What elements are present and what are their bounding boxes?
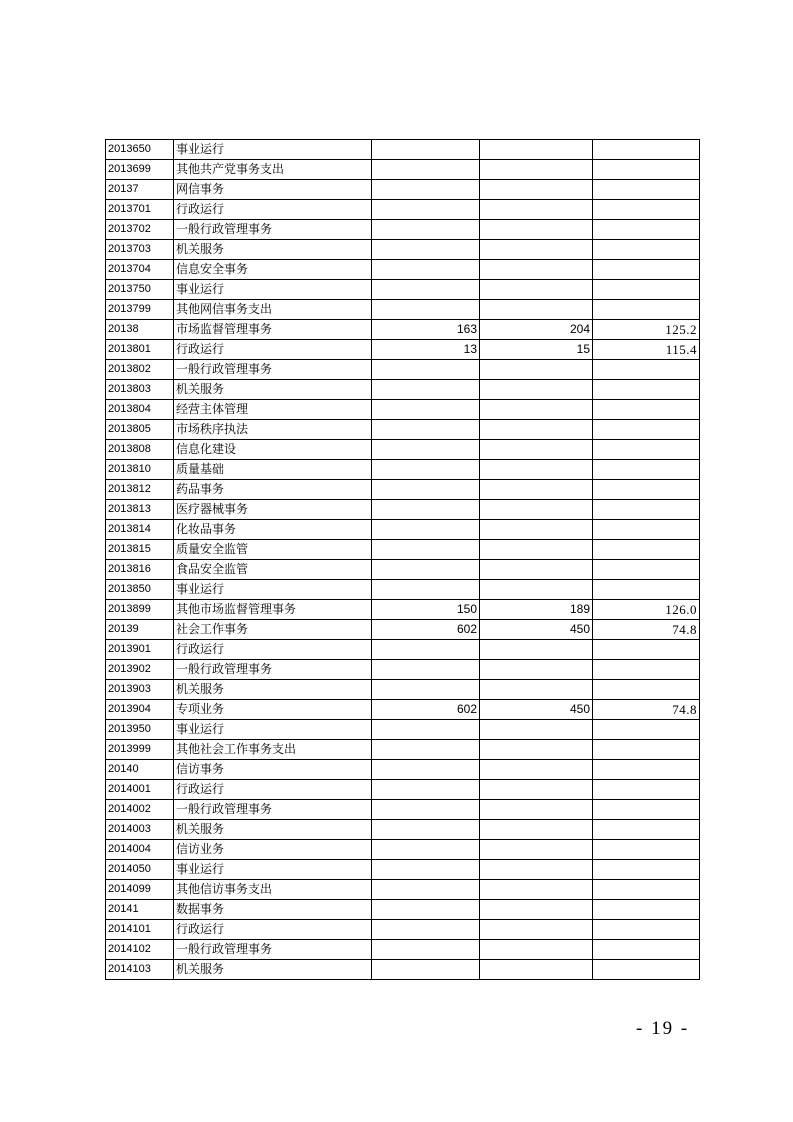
value-col-2-cell <box>480 780 593 800</box>
subject-name-cell: 其他共产党事务支出 <box>174 160 372 180</box>
table-row <box>106 320 700 340</box>
subject-code-cell: 2013901 <box>106 640 174 660</box>
value-col-1-cell <box>372 300 480 320</box>
table-row <box>106 660 700 680</box>
table-row <box>106 780 700 800</box>
value-col-1-cell <box>372 440 480 460</box>
subject-name-cell: 机关服务 <box>174 960 372 980</box>
subject-name-cell: 信息安全事务 <box>174 260 372 280</box>
table-row <box>106 480 700 500</box>
value-col-2-cell <box>480 720 593 740</box>
table-row <box>106 380 700 400</box>
value-col-3-cell <box>593 720 700 740</box>
value-col-3-cell <box>593 740 700 760</box>
value-col-3-cell <box>593 860 700 880</box>
subject-code-cell: 2013810 <box>106 460 174 480</box>
subject-name-cell: 经营主体管理 <box>174 400 372 420</box>
value-col-1-cell: 602 <box>372 620 480 640</box>
subject-name-cell: 食品安全监管 <box>174 560 372 580</box>
value-col-2-cell <box>480 380 593 400</box>
value-col-1-cell <box>372 760 480 780</box>
value-col-2-cell <box>480 580 593 600</box>
value-col-1-cell <box>372 380 480 400</box>
value-col-3-cell: 126.0 <box>593 600 700 620</box>
subject-code-cell: 2013799 <box>106 300 174 320</box>
subject-name-cell: 数据事务 <box>174 900 372 920</box>
subject-name-cell: 一般行政管理事务 <box>174 360 372 380</box>
subject-name-cell: 事业运行 <box>174 860 372 880</box>
value-col-1-cell <box>372 420 480 440</box>
table-row <box>106 300 700 320</box>
subject-name-cell: 药品事务 <box>174 480 372 500</box>
value-col-1-cell <box>372 140 480 160</box>
value-col-3-cell <box>593 920 700 940</box>
subject-code-cell: 20139 <box>106 620 174 640</box>
value-col-3-cell <box>593 460 700 480</box>
value-col-3-cell <box>593 780 700 800</box>
table-row <box>106 760 700 780</box>
value-col-1-cell <box>372 260 480 280</box>
value-col-3-cell <box>593 360 700 380</box>
value-col-1-cell <box>372 880 480 900</box>
value-col-2-cell <box>480 260 593 280</box>
subject-name-cell: 市场秩序执法 <box>174 420 372 440</box>
value-col-2-cell <box>480 400 593 420</box>
value-col-2-cell <box>480 820 593 840</box>
subject-code-cell: 2014001 <box>106 780 174 800</box>
subject-code-cell: 2013803 <box>106 380 174 400</box>
value-col-1-cell <box>372 640 480 660</box>
subject-code-cell: 2014002 <box>106 800 174 820</box>
subject-code-cell: 2013815 <box>106 540 174 560</box>
subject-code-cell: 2013903 <box>106 680 174 700</box>
subject-name-cell: 质量安全监管 <box>174 540 372 560</box>
subject-name-cell: 其他信访事务支出 <box>174 880 372 900</box>
table-row <box>106 700 700 720</box>
subject-name-cell: 机关服务 <box>174 240 372 260</box>
subject-code-cell: 2013812 <box>106 480 174 500</box>
table-row <box>106 960 700 980</box>
subject-name-cell: 一般行政管理事务 <box>174 800 372 820</box>
subject-code-cell: 2013808 <box>106 440 174 460</box>
value-col-3-cell <box>593 480 700 500</box>
subject-name-cell: 事业运行 <box>174 280 372 300</box>
table-row <box>106 200 700 220</box>
value-col-3-cell <box>593 580 700 600</box>
subject-name-cell: 质量基础 <box>174 460 372 480</box>
subject-name-cell: 其他社会工作事务支出 <box>174 740 372 760</box>
value-col-3-cell <box>593 660 700 680</box>
value-col-2-cell <box>480 520 593 540</box>
table-row <box>106 440 700 460</box>
value-col-1-cell <box>372 800 480 820</box>
table-row <box>106 280 700 300</box>
value-col-2-cell <box>480 540 593 560</box>
subject-name-cell: 市场监督管理事务 <box>174 320 372 340</box>
value-col-2-cell <box>480 680 593 700</box>
value-col-3-cell <box>593 680 700 700</box>
value-col-3-cell <box>593 200 700 220</box>
subject-code-cell: 2013703 <box>106 240 174 260</box>
value-col-3-cell <box>593 220 700 240</box>
subject-code-cell: 20137 <box>106 180 174 200</box>
subject-name-cell: 化妆品事务 <box>174 520 372 540</box>
value-col-1-cell <box>372 280 480 300</box>
subject-name-cell: 一般行政管理事务 <box>174 940 372 960</box>
subject-code-cell: 2013899 <box>106 600 174 620</box>
value-col-1-cell <box>372 900 480 920</box>
value-col-3-cell: 125.2 <box>593 320 700 340</box>
value-col-3-cell <box>593 540 700 560</box>
subject-name-cell: 机关服务 <box>174 820 372 840</box>
subject-code-cell: 2013801 <box>106 340 174 360</box>
value-col-3-cell <box>593 760 700 780</box>
subject-name-cell: 其他市场监督管理事务 <box>174 600 372 620</box>
value-col-2-cell <box>480 220 593 240</box>
value-col-1-cell <box>372 200 480 220</box>
subject-code-cell: 20140 <box>106 760 174 780</box>
value-col-2-cell <box>480 500 593 520</box>
subject-name-cell: 一般行政管理事务 <box>174 220 372 240</box>
subject-code-cell: 2014103 <box>106 960 174 980</box>
value-col-2-cell <box>480 460 593 480</box>
table-row <box>106 140 700 160</box>
table-row <box>106 520 700 540</box>
value-col-2-cell <box>480 640 593 660</box>
value-col-3-cell <box>593 960 700 980</box>
subject-name-cell: 机关服务 <box>174 680 372 700</box>
table-row <box>106 460 700 480</box>
value-col-1-cell <box>372 680 480 700</box>
subject-code-cell: 2013804 <box>106 400 174 420</box>
subject-code-cell: 2013805 <box>106 420 174 440</box>
value-col-2-cell <box>480 740 593 760</box>
subject-name-cell: 事业运行 <box>174 140 372 160</box>
value-col-3-cell: 74.8 <box>593 700 700 720</box>
subject-code-cell: 2014004 <box>106 840 174 860</box>
table-row <box>106 880 700 900</box>
table-row <box>106 580 700 600</box>
table-row <box>106 940 700 960</box>
subject-name-cell: 行政运行 <box>174 200 372 220</box>
subject-code-cell: 2014099 <box>106 880 174 900</box>
table-row <box>106 420 700 440</box>
value-col-3-cell <box>593 560 700 580</box>
value-col-3-cell: 115.4 <box>593 340 700 360</box>
value-col-1-cell: 602 <box>372 700 480 720</box>
value-col-1-cell <box>372 500 480 520</box>
value-col-3-cell <box>593 880 700 900</box>
value-col-2-cell <box>480 420 593 440</box>
value-col-1-cell <box>372 540 480 560</box>
value-col-3-cell <box>593 440 700 460</box>
value-col-3-cell <box>593 280 700 300</box>
value-col-1-cell <box>372 180 480 200</box>
value-col-2-cell <box>480 840 593 860</box>
table-row <box>106 900 700 920</box>
subject-name-cell: 信访事务 <box>174 760 372 780</box>
value-col-1-cell: 163 <box>372 320 480 340</box>
value-col-3-cell <box>593 240 700 260</box>
subject-name-cell: 网信事务 <box>174 180 372 200</box>
value-col-1-cell <box>372 940 480 960</box>
budget-table <box>105 139 700 980</box>
value-col-1-cell <box>372 780 480 800</box>
subject-code-cell: 2013750 <box>106 280 174 300</box>
value-col-2-cell: 204 <box>480 320 593 340</box>
table-row <box>106 920 700 940</box>
subject-code-cell: 2013850 <box>106 580 174 600</box>
subject-code-cell: 2013814 <box>106 520 174 540</box>
value-col-1-cell <box>372 460 480 480</box>
value-col-2-cell <box>480 240 593 260</box>
subject-name-cell: 信息化建设 <box>174 440 372 460</box>
value-col-3-cell <box>593 260 700 280</box>
subject-code-cell: 2013699 <box>106 160 174 180</box>
value-col-1-cell <box>372 360 480 380</box>
subject-name-cell: 社会工作事务 <box>174 620 372 640</box>
value-col-3-cell <box>593 940 700 960</box>
value-col-3-cell <box>593 380 700 400</box>
subject-code-cell: 2013702 <box>106 220 174 240</box>
table-row <box>106 340 700 360</box>
value-col-1-cell <box>372 560 480 580</box>
subject-name-cell: 其他网信事务支出 <box>174 300 372 320</box>
value-col-2-cell <box>480 800 593 820</box>
subject-code-cell: 2014003 <box>106 820 174 840</box>
table-row <box>106 680 700 700</box>
value-col-2-cell <box>480 440 593 460</box>
table-row <box>106 560 700 580</box>
value-col-1-cell <box>372 740 480 760</box>
value-col-2-cell <box>480 920 593 940</box>
subject-code-cell: 2013813 <box>106 500 174 520</box>
table-row <box>106 360 700 380</box>
table-row <box>106 540 700 560</box>
table-row <box>106 220 700 240</box>
subject-name-cell: 事业运行 <box>174 580 372 600</box>
subject-name-cell: 信访业务 <box>174 840 372 860</box>
table-row <box>106 740 700 760</box>
value-col-2-cell: 450 <box>480 700 593 720</box>
subject-name-cell: 行政运行 <box>174 640 372 660</box>
table-row <box>106 160 700 180</box>
value-col-1-cell <box>372 840 480 860</box>
page-number: - 19 - <box>636 1018 690 1039</box>
value-col-2-cell <box>480 960 593 980</box>
table-row <box>106 600 700 620</box>
value-col-1-cell <box>372 480 480 500</box>
value-col-1-cell: 150 <box>372 600 480 620</box>
value-col-2-cell <box>480 160 593 180</box>
value-col-3-cell <box>593 840 700 860</box>
value-col-2-cell <box>480 560 593 580</box>
subject-code-cell: 2014101 <box>106 920 174 940</box>
value-col-2-cell <box>480 660 593 680</box>
subject-name-cell: 事业运行 <box>174 720 372 740</box>
value-col-3-cell <box>593 420 700 440</box>
value-col-2-cell: 15 <box>480 340 593 360</box>
subject-code-cell: 2013950 <box>106 720 174 740</box>
subject-code-cell: 2013701 <box>106 200 174 220</box>
value-col-3-cell <box>593 820 700 840</box>
table-row <box>106 260 700 280</box>
value-col-3-cell <box>593 900 700 920</box>
value-col-1-cell <box>372 660 480 680</box>
value-col-3-cell <box>593 300 700 320</box>
subject-code-cell: 2013802 <box>106 360 174 380</box>
table-row <box>106 860 700 880</box>
subject-code-cell: 2013704 <box>106 260 174 280</box>
subject-code-cell: 2013816 <box>106 560 174 580</box>
subject-name-cell: 行政运行 <box>174 920 372 940</box>
value-col-2-cell: 450 <box>480 620 593 640</box>
value-col-3-cell: 74.8 <box>593 620 700 640</box>
value-col-2-cell <box>480 300 593 320</box>
value-col-1-cell <box>372 220 480 240</box>
value-col-3-cell <box>593 640 700 660</box>
subject-code-cell: 20141 <box>106 900 174 920</box>
value-col-3-cell <box>593 500 700 520</box>
value-col-3-cell <box>593 800 700 820</box>
value-col-1-cell <box>372 960 480 980</box>
subject-code-cell: 2014102 <box>106 940 174 960</box>
table-row <box>106 640 700 660</box>
subject-code-cell: 2013999 <box>106 740 174 760</box>
value-col-1-cell <box>372 860 480 880</box>
table-row <box>106 620 700 640</box>
subject-code-cell: 2013902 <box>106 660 174 680</box>
value-col-1-cell <box>372 920 480 940</box>
value-col-1-cell <box>372 400 480 420</box>
subject-code-cell: 2013904 <box>106 700 174 720</box>
value-col-2-cell <box>480 280 593 300</box>
value-col-2-cell <box>480 880 593 900</box>
value-col-3-cell <box>593 180 700 200</box>
table-row <box>106 180 700 200</box>
table-row <box>106 840 700 860</box>
subject-code-cell: 2013650 <box>106 140 174 160</box>
value-col-3-cell <box>593 140 700 160</box>
value-col-1-cell: 13 <box>372 340 480 360</box>
subject-name-cell: 行政运行 <box>174 340 372 360</box>
value-col-2-cell <box>480 760 593 780</box>
subject-name-cell: 机关服务 <box>174 380 372 400</box>
table-body <box>106 140 700 980</box>
value-col-2-cell <box>480 180 593 200</box>
value-col-2-cell <box>480 200 593 220</box>
value-col-1-cell <box>372 520 480 540</box>
subject-code-cell: 2014050 <box>106 860 174 880</box>
table-row <box>106 720 700 740</box>
table-row <box>106 800 700 820</box>
value-col-1-cell <box>372 160 480 180</box>
value-col-1-cell <box>372 240 480 260</box>
table-row <box>106 500 700 520</box>
subject-name-cell: 专项业务 <box>174 700 372 720</box>
value-col-1-cell <box>372 720 480 740</box>
value-col-2-cell <box>480 940 593 960</box>
value-col-2-cell <box>480 480 593 500</box>
subject-name-cell: 一般行政管理事务 <box>174 660 372 680</box>
table-row <box>106 820 700 840</box>
value-col-2-cell <box>480 360 593 380</box>
value-col-1-cell <box>372 580 480 600</box>
value-col-2-cell <box>480 900 593 920</box>
table-row <box>106 240 700 260</box>
subject-name-cell: 行政运行 <box>174 780 372 800</box>
value-col-3-cell <box>593 520 700 540</box>
value-col-2-cell <box>480 860 593 880</box>
value-col-2-cell: 189 <box>480 600 593 620</box>
value-col-1-cell <box>372 820 480 840</box>
value-col-3-cell <box>593 160 700 180</box>
subject-name-cell: 医疗器械事务 <box>174 500 372 520</box>
value-col-2-cell <box>480 140 593 160</box>
subject-code-cell: 20138 <box>106 320 174 340</box>
value-col-3-cell <box>593 400 700 420</box>
table-row <box>106 400 700 420</box>
